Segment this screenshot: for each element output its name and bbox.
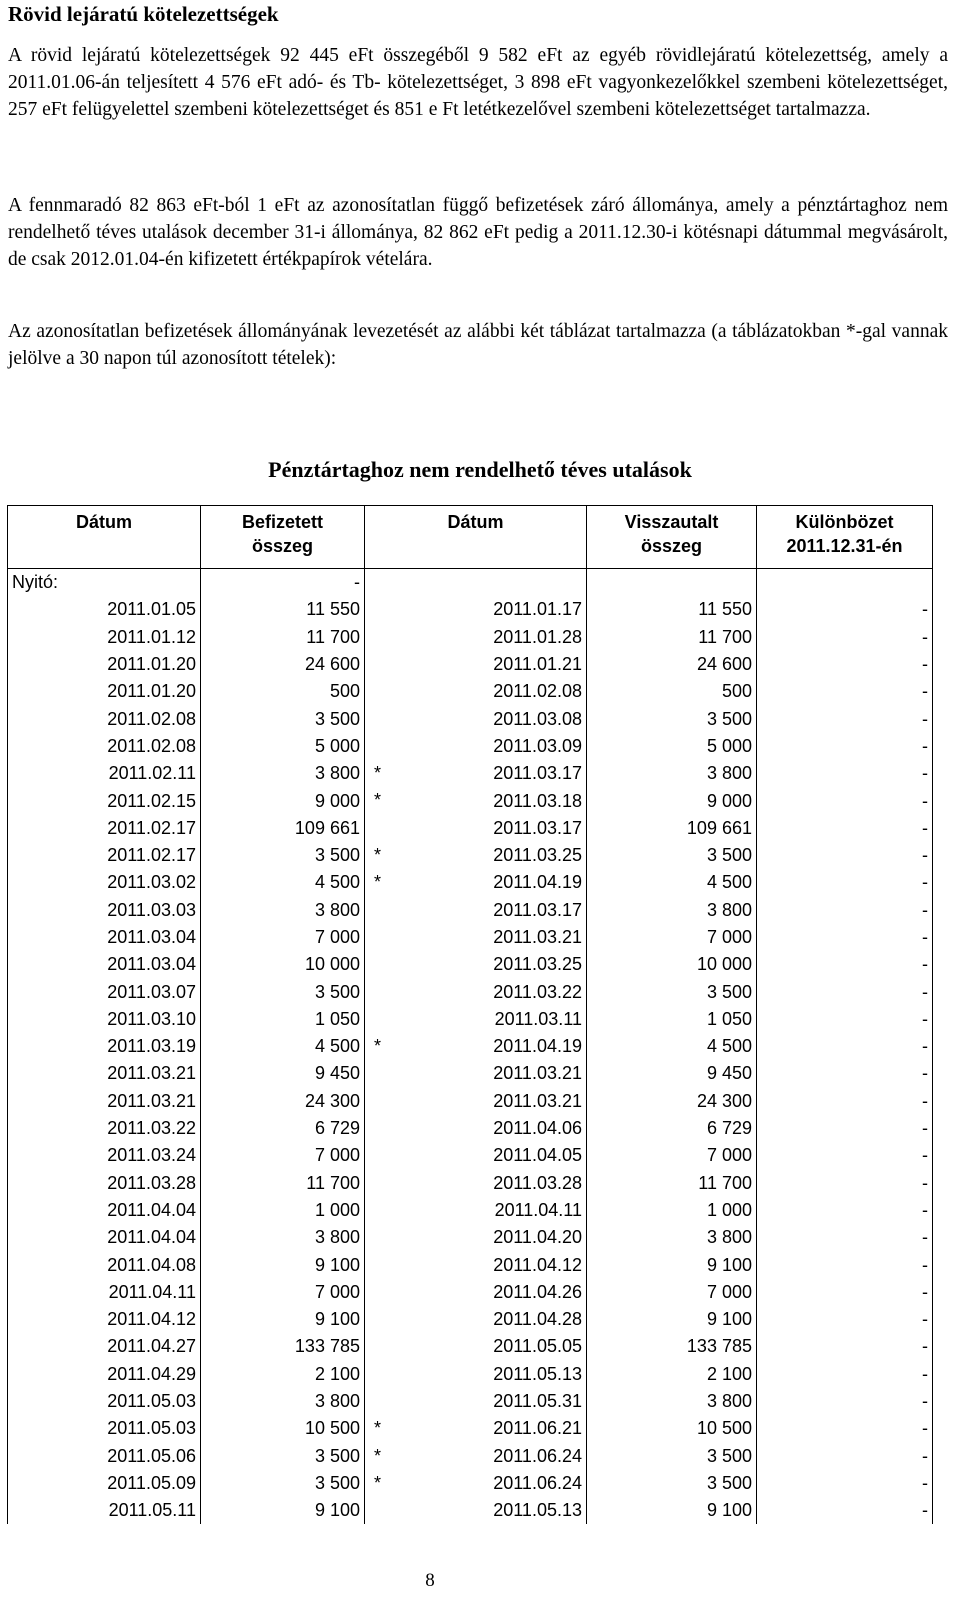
return-date-cell bbox=[365, 1443, 587, 1470]
returned-amount-cell: 4 500 bbox=[587, 1033, 757, 1060]
paid-date-cell: 2011.03.02 bbox=[8, 869, 201, 896]
return-date-cell bbox=[365, 815, 587, 842]
paid-amount-cell: 4 500 bbox=[201, 1033, 365, 1060]
return-date-text: 2011.05.05 bbox=[493, 1336, 582, 1357]
paid-amount-cell: 4 500 bbox=[201, 869, 365, 896]
return-date-text: 2011.06.24 bbox=[493, 1472, 582, 1493]
return-date-text: 2011.06.24 bbox=[493, 1445, 582, 1466]
opening-label: Nyitó: bbox=[8, 569, 201, 597]
returned-amount-cell: 3 500 bbox=[587, 978, 757, 1005]
returned-amount-cell: 1 000 bbox=[587, 1197, 757, 1224]
table-row bbox=[8, 596, 933, 623]
return-date-text: 2011.01.28 bbox=[493, 626, 582, 647]
late-identified-marker: * bbox=[374, 844, 382, 865]
paid-amount-cell: 3 800 bbox=[201, 760, 365, 787]
paid-date-cell: 2011.03.19 bbox=[8, 1033, 201, 1060]
paid-date-cell: 2011.02.17 bbox=[8, 815, 201, 842]
difference-cell: - bbox=[757, 787, 933, 814]
returned-amount-cell: 11 700 bbox=[587, 624, 757, 651]
paid-date-cell: 2011.03.03 bbox=[8, 897, 201, 924]
return-date-cell bbox=[365, 1142, 587, 1169]
returned-amount-cell: 2 100 bbox=[587, 1361, 757, 1388]
returned-amount-cell: 11 550 bbox=[587, 596, 757, 623]
paid-amount-cell: 500 bbox=[201, 678, 365, 705]
late-identified-marker: * bbox=[374, 1418, 382, 1439]
difference-cell: - bbox=[757, 842, 933, 869]
returned-amount-cell: 10 000 bbox=[587, 951, 757, 978]
paid-date-cell: 2011.04.04 bbox=[8, 1197, 201, 1224]
returned-amount-cell: 3 800 bbox=[587, 1388, 757, 1415]
returned-amount-cell: 7 000 bbox=[587, 1142, 757, 1169]
header-difference: Különbözet 2011.12.31-én bbox=[757, 506, 933, 569]
paid-amount-cell: 5 000 bbox=[201, 733, 365, 760]
returned-amount-cell: 3 500 bbox=[587, 1470, 757, 1497]
difference-cell: - bbox=[757, 1033, 933, 1060]
paid-date-cell: 2011.01.20 bbox=[8, 678, 201, 705]
table-row bbox=[8, 1497, 933, 1524]
paid-amount-cell: 24 300 bbox=[201, 1088, 365, 1115]
return-date-text: 2011.03.21 bbox=[493, 1090, 582, 1111]
paid-amount-cell: 9 100 bbox=[201, 1306, 365, 1333]
return-date-cell bbox=[365, 705, 587, 732]
late-identified-marker: * bbox=[374, 1445, 382, 1466]
paid-amount-cell: 109 661 bbox=[201, 815, 365, 842]
returned-amount-cell: 6 729 bbox=[587, 1115, 757, 1142]
paragraph-remaining-balance: A fennmaradó 82 863 eFt-ból 1 eFt az azonosítatlan függő befizetések záró állománya, amely a pénztártaghoz nem rendelhető téves utalások december 31-i állománya, 82 862 eFt pedig a 2011.12.30-i kötésnapi dátummal megvásárolt, de csak 2012.01.04-én kifizetett értékpapírok vételára. bbox=[8, 195, 948, 270]
returned-amount-cell: 3 800 bbox=[587, 897, 757, 924]
late-identified-marker: * bbox=[374, 790, 382, 811]
return-date-cell bbox=[365, 733, 587, 760]
return-date-text: 2011.03.28 bbox=[493, 1172, 582, 1193]
table-row bbox=[8, 705, 933, 732]
return-date-cell bbox=[365, 1470, 587, 1497]
return-date-text: 2011.01.17 bbox=[493, 599, 582, 620]
table-row bbox=[8, 815, 933, 842]
table-row bbox=[8, 869, 933, 896]
table-row bbox=[8, 1361, 933, 1388]
paid-date-cell: 2011.03.07 bbox=[8, 978, 201, 1005]
return-date-cell bbox=[365, 1033, 587, 1060]
paid-amount-cell: 1 050 bbox=[201, 1006, 365, 1033]
difference-cell: - bbox=[757, 1142, 933, 1169]
paid-amount-cell: 11 550 bbox=[201, 596, 365, 623]
paid-amount-cell: 11 700 bbox=[201, 624, 365, 651]
returned-amount-cell: 5 000 bbox=[587, 733, 757, 760]
paid-date-cell: 2011.04.08 bbox=[8, 1251, 201, 1278]
table-row bbox=[8, 1388, 933, 1415]
return-date-text: 2011.03.18 bbox=[493, 790, 582, 811]
difference-cell: - bbox=[757, 1470, 933, 1497]
difference-cell: - bbox=[757, 1197, 933, 1224]
paid-date-cell: 2011.04.11 bbox=[8, 1279, 201, 1306]
paid-amount-cell: 3 800 bbox=[201, 1224, 365, 1251]
return-date-text: 2011.03.08 bbox=[493, 708, 582, 729]
return-date-text: 2011.03.25 bbox=[493, 845, 582, 866]
header-paid-amount: Befizetett összeg bbox=[201, 506, 365, 569]
return-date-cell bbox=[365, 596, 587, 623]
table-row bbox=[8, 1033, 933, 1060]
difference-cell: - bbox=[757, 1170, 933, 1197]
difference-cell: - bbox=[757, 897, 933, 924]
paid-amount-cell: 3 500 bbox=[201, 978, 365, 1005]
difference-cell: - bbox=[757, 733, 933, 760]
page-number: 8 bbox=[425, 1570, 435, 1591]
returned-amount-cell: 9 100 bbox=[587, 1497, 757, 1524]
paid-date-cell: 2011.03.24 bbox=[8, 1142, 201, 1169]
returned-amount-cell: 109 661 bbox=[587, 815, 757, 842]
opening-row bbox=[8, 569, 933, 597]
paid-date-cell: 2011.03.22 bbox=[8, 1115, 201, 1142]
return-date-cell bbox=[365, 1333, 587, 1360]
return-date-text: 2011.03.22 bbox=[493, 981, 582, 1002]
difference-cell: - bbox=[757, 1006, 933, 1033]
return-date-cell bbox=[365, 1170, 587, 1197]
paid-date-cell: 2011.05.03 bbox=[8, 1415, 201, 1442]
return-date-cell bbox=[365, 1279, 587, 1306]
return-date-cell bbox=[365, 1361, 587, 1388]
difference-cell: - bbox=[757, 1060, 933, 1087]
return-date-cell bbox=[365, 1088, 587, 1115]
paid-amount-cell: 24 600 bbox=[201, 651, 365, 678]
paid-date-cell: 2011.03.28 bbox=[8, 1170, 201, 1197]
paid-date-cell: 2011.03.10 bbox=[8, 1006, 201, 1033]
difference-cell: - bbox=[757, 624, 933, 651]
paid-date-cell: 2011.05.03 bbox=[8, 1388, 201, 1415]
table-row bbox=[8, 678, 933, 705]
return-date-text: 2011.03.21 bbox=[493, 927, 582, 947]
return-date-cell bbox=[365, 897, 587, 924]
return-date-cell bbox=[365, 951, 587, 978]
difference-cell: - bbox=[757, 1333, 933, 1360]
paragraph-short-term-liabilities: A rövid lejáratú kötelezettségek 92 445 eFt összegéből 9 582 eFt az egyéb rövidlejáratú kötelezettség, amely a 2011.01.06-án teljesített 4 576 eFt adó- és Tb- kötelezettséget, 3 898 eFt vagyonkezelőkkel szembeni kötelezettséget, 257 eFt felügyelettel szembeni kötelezettséget és 851 e Ft letétkezelővel szembeni kötelezettséget tartalmazza. bbox=[8, 45, 948, 120]
return-date-text: 2011.05.13 bbox=[493, 1500, 582, 1521]
paid-date-cell: 2011.05.11 bbox=[8, 1497, 201, 1524]
late-identified-marker: * bbox=[374, 1036, 382, 1057]
empty-cell bbox=[587, 569, 757, 597]
returned-amount-cell: 3 500 bbox=[587, 842, 757, 869]
return-date-text: 2011.03.21 bbox=[493, 1063, 582, 1084]
paid-date-cell: 2011.03.21 bbox=[8, 1060, 201, 1087]
table-row bbox=[8, 951, 933, 978]
return-date-text: 2011.04.19 bbox=[493, 872, 582, 893]
return-date-cell bbox=[365, 842, 587, 869]
return-date-text: 2011.04.19 bbox=[493, 1036, 582, 1057]
difference-cell: - bbox=[757, 651, 933, 678]
return-date-cell bbox=[365, 651, 587, 678]
return-date-text: 2011.04.05 bbox=[493, 1145, 582, 1166]
returned-amount-cell: 9 100 bbox=[587, 1306, 757, 1333]
return-date-cell bbox=[365, 978, 587, 1005]
paid-amount-cell: 9 100 bbox=[201, 1251, 365, 1278]
return-date-text: 2011.03.17 bbox=[493, 763, 582, 784]
table-row bbox=[8, 1251, 933, 1278]
return-date-text: 2011.04.26 bbox=[493, 1281, 582, 1302]
paid-date-cell: 2011.04.29 bbox=[8, 1361, 201, 1388]
returned-amount-cell: 10 500 bbox=[587, 1415, 757, 1442]
paid-date-cell: 2011.02.17 bbox=[8, 842, 201, 869]
return-date-text: 2011.03.25 bbox=[493, 954, 582, 975]
return-date-text: 2011.05.31 bbox=[493, 1391, 582, 1412]
return-date-cell bbox=[365, 869, 587, 896]
difference-cell: - bbox=[757, 1279, 933, 1306]
paid-amount-cell: 3 800 bbox=[201, 1388, 365, 1415]
paid-amount-cell: 7 000 bbox=[201, 924, 365, 951]
table-row bbox=[8, 1115, 933, 1142]
return-date-text: 2011.04.12 bbox=[493, 1254, 582, 1275]
paid-date-cell: 2011.01.20 bbox=[8, 651, 201, 678]
difference-cell: - bbox=[757, 1497, 933, 1524]
paid-date-cell: 2011.04.12 bbox=[8, 1306, 201, 1333]
return-date-cell bbox=[365, 760, 587, 787]
empty-cell bbox=[757, 569, 933, 597]
paid-amount-cell: 9 100 bbox=[201, 1497, 365, 1524]
table-row bbox=[8, 1170, 933, 1197]
table-row bbox=[8, 842, 933, 869]
paid-date-cell: 2011.01.12 bbox=[8, 624, 201, 651]
returned-amount-cell: 500 bbox=[587, 678, 757, 705]
table-row bbox=[8, 1060, 933, 1087]
returned-amount-cell: 24 600 bbox=[587, 651, 757, 678]
late-identified-marker: * bbox=[374, 1472, 382, 1493]
returned-amount-cell: 1 050 bbox=[587, 1006, 757, 1033]
difference-cell: - bbox=[757, 1115, 933, 1142]
paid-date-cell: 2011.05.09 bbox=[8, 1470, 201, 1497]
return-date-cell bbox=[365, 678, 587, 705]
paid-date-cell: 2011.03.04 bbox=[8, 924, 201, 951]
paid-amount-cell: 11 700 bbox=[201, 1170, 365, 1197]
paid-amount-cell: 7 000 bbox=[201, 1142, 365, 1169]
returned-amount-cell: 24 300 bbox=[587, 1088, 757, 1115]
header-returned-amount: Visszautalt összeg bbox=[587, 506, 757, 569]
paid-date-cell: 2011.02.15 bbox=[8, 787, 201, 814]
return-date-cell bbox=[365, 924, 587, 951]
table-row bbox=[8, 1224, 933, 1251]
return-date-cell bbox=[365, 1060, 587, 1087]
returned-amount-cell: 7 000 bbox=[587, 924, 757, 951]
difference-cell: - bbox=[757, 1306, 933, 1333]
header-return-date: Dátum bbox=[365, 506, 587, 569]
paid-amount-cell: 133 785 bbox=[201, 1333, 365, 1360]
difference-cell: - bbox=[757, 815, 933, 842]
returned-amount-cell: 3 800 bbox=[587, 1224, 757, 1251]
returned-amount-cell: 9 450 bbox=[587, 1060, 757, 1087]
return-date-cell bbox=[365, 1497, 587, 1524]
paid-date-cell: 2011.02.08 bbox=[8, 733, 201, 760]
returned-amount-cell: 3 500 bbox=[587, 1443, 757, 1470]
table-row bbox=[8, 733, 933, 760]
paid-amount-cell: 3 500 bbox=[201, 705, 365, 732]
header-date: Dátum bbox=[8, 506, 201, 569]
table-row bbox=[8, 1470, 933, 1497]
paid-amount-cell: 3 500 bbox=[201, 1470, 365, 1497]
return-date-cell bbox=[365, 1197, 587, 1224]
return-date-text: 2011.06.21 bbox=[493, 1418, 582, 1439]
paid-amount-cell: 3 500 bbox=[201, 1443, 365, 1470]
return-date-text: 2011.05.13 bbox=[493, 1363, 582, 1384]
table-row bbox=[8, 1306, 933, 1333]
difference-cell: - bbox=[757, 1088, 933, 1115]
return-date-text: 2011.02.08 bbox=[493, 681, 582, 702]
paid-amount-cell: 10 500 bbox=[201, 1415, 365, 1442]
difference-cell: - bbox=[757, 1251, 933, 1278]
paid-date-cell: 2011.05.06 bbox=[8, 1443, 201, 1470]
section-heading: Rövid lejáratú kötelezettségek bbox=[8, 2, 279, 26]
return-date-cell bbox=[365, 1251, 587, 1278]
returned-amount-cell: 3 800 bbox=[587, 760, 757, 787]
return-date-cell bbox=[365, 624, 587, 651]
return-date-text: 2011.03.17 bbox=[493, 899, 582, 920]
returned-amount-cell: 11 700 bbox=[587, 1170, 757, 1197]
paid-date-cell: 2011.02.08 bbox=[8, 705, 201, 732]
late-identified-marker: * bbox=[374, 763, 382, 784]
table-row bbox=[8, 924, 933, 951]
returned-amount-cell: 7 000 bbox=[587, 1279, 757, 1306]
paid-amount-cell: 3 500 bbox=[201, 842, 365, 869]
return-date-text: 2011.04.06 bbox=[493, 1118, 582, 1139]
difference-cell: - bbox=[757, 596, 933, 623]
paid-date-cell: 2011.04.04 bbox=[8, 1224, 201, 1251]
difference-cell: - bbox=[757, 1415, 933, 1442]
return-date-cell bbox=[365, 1415, 587, 1442]
paid-amount-cell: 3 800 bbox=[201, 897, 365, 924]
paragraph-table-intro: Az azonosítatlan befizetések állományának levezetését az alábbi két táblázat tartalmazza (a táblázatokban *-gal vannak jelölve a 30 napon túl azonosított tételek): bbox=[8, 321, 948, 369]
table-row bbox=[8, 1333, 933, 1360]
difference-cell: - bbox=[757, 978, 933, 1005]
table-header-row bbox=[8, 506, 933, 569]
difference-cell: - bbox=[757, 924, 933, 951]
late-identified-marker: * bbox=[374, 872, 382, 893]
table-row bbox=[8, 651, 933, 678]
returned-amount-cell: 9 100 bbox=[587, 1251, 757, 1278]
table-row bbox=[8, 1443, 933, 1470]
difference-cell: - bbox=[757, 869, 933, 896]
paid-amount-cell: 2 100 bbox=[201, 1361, 365, 1388]
paid-date-cell: 2011.03.04 bbox=[8, 951, 201, 978]
table-row bbox=[8, 1006, 933, 1033]
return-date-text: 2011.01.21 bbox=[493, 654, 582, 675]
return-date-text: 2011.03.17 bbox=[493, 817, 582, 838]
difference-cell: - bbox=[757, 705, 933, 732]
table-title: Pénztártaghoz nem rendelhető téves utalások bbox=[268, 457, 692, 482]
returned-amount-cell: 9 000 bbox=[587, 787, 757, 814]
paid-date-cell: 2011.01.05 bbox=[8, 596, 201, 623]
return-date-cell bbox=[365, 1306, 587, 1333]
return-date-text: 2011.04.28 bbox=[493, 1309, 582, 1330]
paid-amount-cell: 1 000 bbox=[201, 1197, 365, 1224]
paid-date-cell: 2011.03.21 bbox=[8, 1088, 201, 1115]
table-row bbox=[8, 897, 933, 924]
returned-amount-cell: 4 500 bbox=[587, 869, 757, 896]
table-row bbox=[8, 978, 933, 1005]
difference-cell: - bbox=[757, 1388, 933, 1415]
difference-cell: - bbox=[757, 1443, 933, 1470]
table-row bbox=[8, 787, 933, 814]
paid-amount-cell: 9 450 bbox=[201, 1060, 365, 1087]
difference-cell: - bbox=[757, 760, 933, 787]
return-date-cell bbox=[365, 1115, 587, 1142]
table-row bbox=[8, 1197, 933, 1224]
paid-amount-cell: 9 000 bbox=[201, 787, 365, 814]
table-row bbox=[8, 1415, 933, 1442]
opening-value: - bbox=[201, 569, 365, 597]
paid-amount-cell: 10 000 bbox=[201, 951, 365, 978]
return-date-text: 2011.03.11 bbox=[494, 1008, 582, 1029]
wrong-transfers-table bbox=[7, 505, 933, 1524]
return-date-text: 2011.03.09 bbox=[493, 735, 582, 756]
return-date-text: 2011.04.11 bbox=[494, 1199, 582, 1220]
return-date-text: 2011.04.20 bbox=[493, 1227, 582, 1248]
table-row bbox=[8, 1088, 933, 1115]
table-row bbox=[8, 1279, 933, 1306]
table-row bbox=[8, 760, 933, 787]
returned-amount-cell: 3 500 bbox=[587, 705, 757, 732]
paid-amount-cell: 7 000 bbox=[201, 1279, 365, 1306]
difference-cell: - bbox=[757, 1361, 933, 1388]
return-date-cell bbox=[365, 1006, 587, 1033]
difference-cell: - bbox=[757, 951, 933, 978]
paid-date-cell: 2011.04.27 bbox=[8, 1333, 201, 1360]
table-row bbox=[8, 1142, 933, 1169]
difference-cell: - bbox=[757, 678, 933, 705]
difference-cell: - bbox=[757, 1224, 933, 1251]
return-date-cell bbox=[365, 1224, 587, 1251]
paid-amount-cell: 6 729 bbox=[201, 1115, 365, 1142]
paid-date-cell: 2011.02.11 bbox=[8, 760, 201, 787]
table-row bbox=[8, 624, 933, 651]
return-date-cell bbox=[365, 1388, 587, 1415]
return-date-cell bbox=[365, 787, 587, 814]
returned-amount-cell: 133 785 bbox=[587, 1333, 757, 1360]
empty-cell bbox=[365, 569, 587, 597]
